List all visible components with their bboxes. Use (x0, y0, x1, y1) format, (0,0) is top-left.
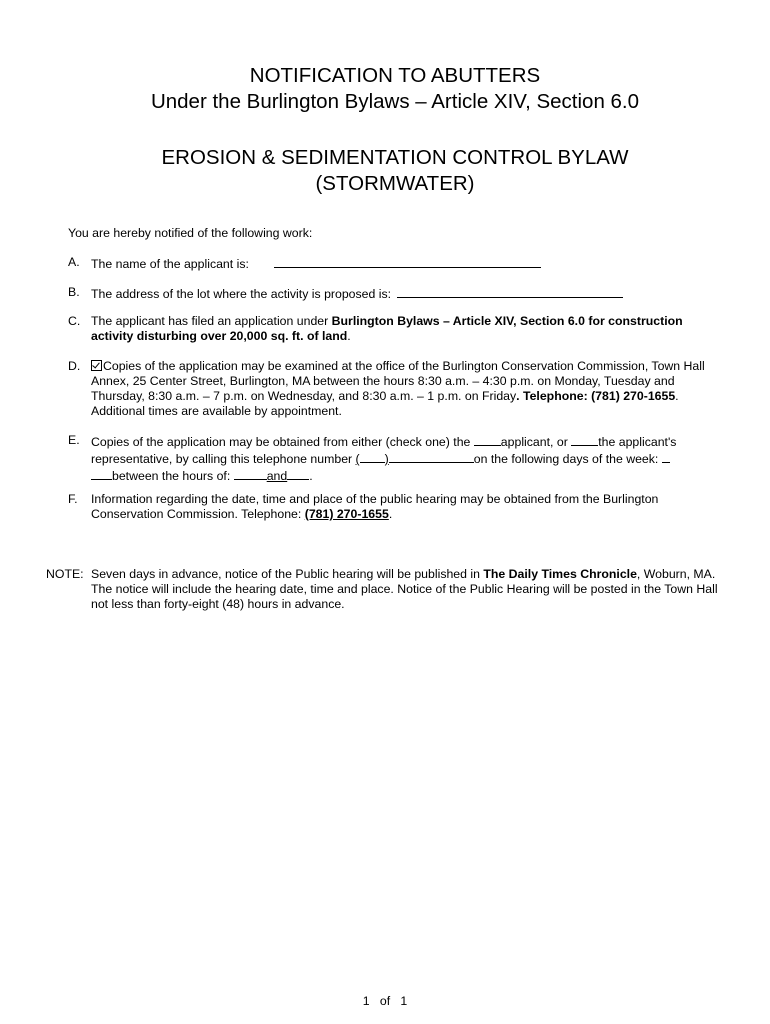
item-d-text2: . Additional times are available by appointment. (91, 389, 679, 418)
item-a-text: The name of the applicant is: (91, 257, 249, 271)
item-e-text2: applicant, or (500, 435, 572, 449)
item-label: D. (68, 359, 81, 373)
applicant-name-field[interactable] (274, 255, 541, 268)
bylaw-title: EROSION & SEDIMENTATION CONTROL BYLAW (161, 146, 629, 169)
item-e-text5: between the hours of: (112, 469, 234, 483)
item-e-text: Copies of the application may be obtained from either (check one) the (91, 435, 474, 449)
item-c-bold: Burlington Bylaws – Article XIV, Section 6.0 for construction activity disturbing over 20,000 sq. ft. of land (91, 314, 683, 343)
item-d (68, 359, 728, 419)
intro-text: You are hereby notified of the following work: (68, 226, 313, 240)
document-subtitle: Under the Burlington Bylaws – Article XIV, Section 6.0 (150, 90, 640, 113)
telephone-bold: . Telephone: (781) 270-1655 (516, 389, 676, 403)
note-text: Seven days in advance, notice of the Public hearing will be published in (91, 567, 484, 581)
bylaw-subtitle: (STORMWATER) (315, 172, 475, 195)
start-hour-field[interactable] (234, 467, 267, 480)
item-f (68, 492, 728, 522)
area-code-field[interactable] (360, 450, 385, 463)
item-label: B. (68, 285, 80, 299)
note-text2: , Woburn, MA. The notice will include the hearing date, time and place. Notice of the Public Hearing will be posted in the Town Hall not less than forty-eight (48) hours in advance. (91, 567, 718, 611)
phone-number-field[interactable] (389, 450, 474, 463)
item-c-text: The applicant has filed an application under (91, 314, 332, 328)
note-label: NOTE: (46, 567, 84, 581)
representative-check-field[interactable] (571, 433, 598, 446)
newspaper-name: The Daily Times Chronicle (483, 567, 637, 581)
applicant-check-field[interactable] (474, 433, 501, 446)
document-title: NOTIFICATION TO ABUTTERS (249, 64, 541, 87)
punct: . (309, 469, 313, 483)
item-f-text: Information regarding the date, time and place of the public hearing may be obtained from the Burlington Conservation Commission. Telephone: (91, 492, 659, 521)
item-e-text4: on the following days of the week: (473, 452, 662, 466)
item-label: A. (68, 255, 80, 269)
days-field-cont[interactable] (91, 467, 112, 480)
area-code-open: ( (355, 452, 360, 466)
item-e (68, 433, 728, 484)
item-label: C. (68, 314, 81, 328)
item-b (68, 285, 728, 302)
lot-address-field[interactable] (397, 285, 623, 298)
item-b-text: The address of the lot where the activity is proposed is: (91, 287, 392, 301)
commission-phone: (781) 270-1655 (304, 507, 389, 521)
punct: . (347, 329, 351, 343)
note-block (46, 567, 736, 612)
item-label: E. (68, 433, 80, 447)
item-label: F. (68, 492, 78, 506)
item-d-text: Copies of the application may be examined at the office of the Burlington Conservation Commission, Town Hall Annex, 25 Center Street, Burlington, MA between the hours 8:30 a.m. – 4:30 p.m. on Monday, Tuesday and Thursday, 8:30 a.m. – 7 p.m. on Wednesday, and 8:30 a.m. – 1 p.m. on Friday (91, 359, 705, 403)
item-e-text3: the applicant's representative, by calling this telephone number (91, 435, 677, 466)
checkbox-checked-icon[interactable] (91, 360, 102, 371)
area-code-close: ) (384, 452, 389, 466)
end-hour-field[interactable] (287, 467, 309, 480)
and-text: and (266, 469, 288, 483)
days-field[interactable] (662, 450, 670, 463)
page-number (0, 994, 770, 1008)
current-page: 1 (362, 994, 370, 1008)
item-a (68, 255, 728, 272)
item-c (68, 314, 728, 344)
page-of: of (379, 994, 391, 1008)
total-pages: 1 (400, 994, 408, 1008)
punct: . (388, 507, 393, 521)
